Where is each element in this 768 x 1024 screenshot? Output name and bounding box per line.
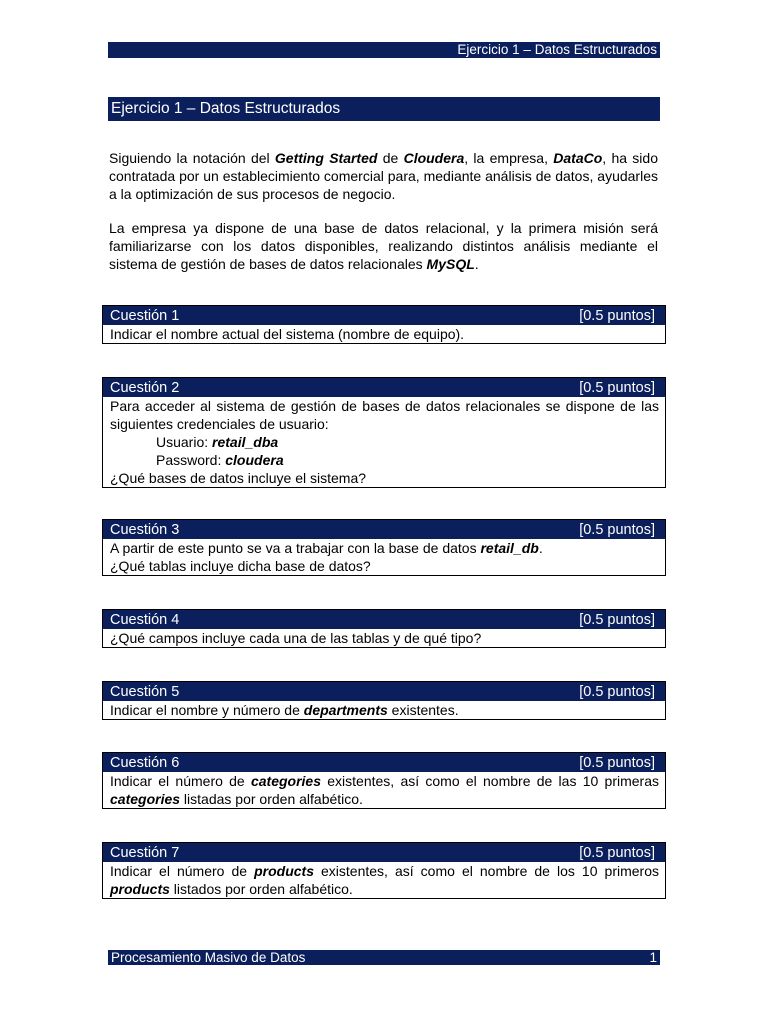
question-body: ¿Qué campos incluye cada una de las tablas y de qué tipo? [110, 630, 482, 646]
question-header [103, 610, 665, 629]
question-header [103, 753, 665, 772]
running-header [108, 42, 660, 58]
question-text: Para acceder al sistema de gestión de bases de datos relacionales se dispone de las siguientes credenciales de usuario: [110, 398, 659, 432]
question-title: Cuestión 6 [110, 754, 180, 771]
section-title-text: Ejercicio 1 – Datos Estructurados [111, 100, 341, 117]
footer-title: Procesamiento Masivo de Datos [111, 950, 306, 965]
intro-paragraph-1: Siguiendo la notación del Getting Started de Cloudera, la empresa, DataCo, ha sido contratada por un establecimiento comercial para, mediante análisis de datos, ayudarles a la optimización de sus procesos de negocio. [109, 150, 658, 202]
running-footer [108, 950, 660, 965]
question-points: [0.5 puntos] [579, 844, 655, 861]
question-box-2 [102, 377, 666, 488]
question-text: ¿Qué bases de datos incluye el sistema? [110, 470, 367, 486]
question-header [103, 306, 665, 325]
question-points: [0.5 puntos] [579, 611, 655, 628]
question-title: Cuestión 3 [110, 521, 180, 538]
question-points: [0.5 puntos] [579, 683, 655, 700]
credential-password: Password: cloudera [156, 452, 284, 468]
question-body [103, 397, 665, 487]
question-header [103, 378, 665, 397]
question-header [103, 682, 665, 701]
question-body: Indicar el nombre actual del sistema (nombre de equipo). [110, 326, 465, 342]
question-box-1 [102, 305, 666, 344]
running-header-title: Ejercicio 1 – Datos Estructurados [457, 42, 657, 57]
question-title: Cuestión 4 [110, 611, 180, 628]
question-title: Cuestión 2 [110, 379, 180, 396]
question-text: ¿Qué tablas incluye dicha base de datos? [110, 558, 371, 574]
intro-paragraph-2: La empresa ya dispone de una base de datos relacional, y la primera misión será familiarizarse con los datos disponibles, realizando distintos análisis mediante el sistema de gestión de bases de datos relacionales MySQL. [109, 220, 658, 272]
page-number: 1 [649, 950, 657, 965]
question-points: [0.5 puntos] [579, 307, 655, 324]
question-points: [0.5 puntos] [579, 754, 655, 771]
question-points: [0.5 puntos] [579, 379, 655, 396]
question-box-5 [102, 681, 666, 720]
question-title: Cuestión 5 [110, 683, 180, 700]
question-title: Cuestión 1 [110, 307, 180, 324]
question-header [103, 843, 665, 862]
question-box-4 [102, 609, 666, 648]
question-box-3 [102, 519, 666, 576]
question-body: Indicar el número de products existentes, así como el nombre de los 10 primeros products listados por orden alfabético. [110, 863, 659, 897]
question-text: A partir de este punto se va a trabajar con la base de datos retail_db. [110, 540, 543, 556]
question-header [103, 520, 665, 539]
question-points: [0.5 puntos] [579, 521, 655, 538]
question-box-6 [102, 752, 666, 809]
section-title [108, 97, 660, 121]
question-box-7 [102, 842, 666, 899]
credential-user: Usuario: retail_dba [156, 434, 279, 450]
question-body: Indicar el número de categories existentes, así como el nombre de las 10 primeras categories listadas por orden alfabético. [110, 773, 659, 807]
question-body [103, 539, 665, 575]
question-title: Cuestión 7 [110, 844, 180, 861]
question-body: Indicar el nombre y número de departments existentes. [110, 702, 459, 718]
